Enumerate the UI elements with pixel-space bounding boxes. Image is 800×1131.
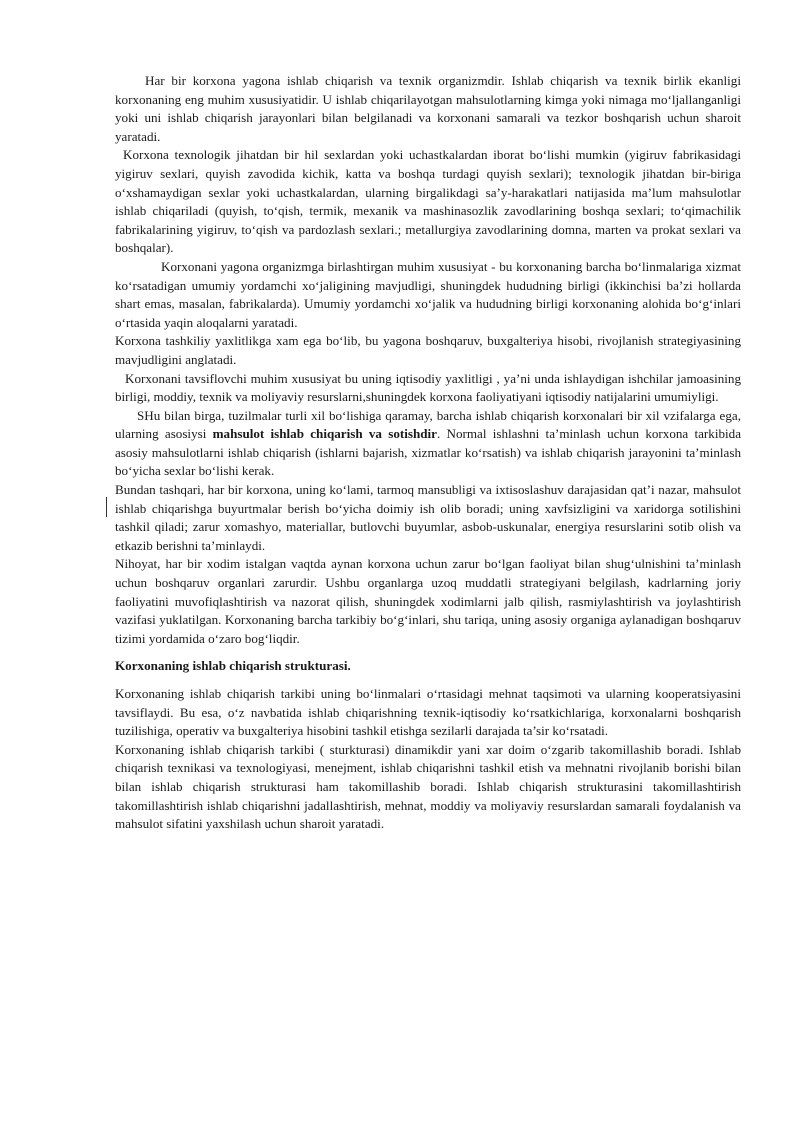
paragraph-orders-supply: Bundan tashqari, har bir korxona, uning ko‘lami, tarmoq mansubligi va ixtisoslashuv darajasidan qat’i nazar, mahsulot ishlab chiqarishga buyurtmalar berish bo‘yicha doimiy ish olib boradi; uning xavfsizligini va xaridorga sotilishini tashkil qiladi; zarur xomashyo, materiallar, butlovchi buyumlar, asbob-uskunalar, energiya resurslarini sotib olish va etkazib berishni ta’minlaydi. xyxy=(115,482,741,553)
paragraph-common-functions xyxy=(115,407,741,481)
paragraph-enterprise-sections: Korxona texnologik jihatdan bir hil sexlardan yoki uchastkalardan iborat bo‘lishi mumkin (yigiruv fabrikasidagi yigiruv sexlari, quyish zavodida kichik, katta va boshqa turdagi quyish sexlari); texnologik jihatdan bir-biriga o‘xshamaydigan sexlar yoki uchastkalardan, ularning birgalikdagi sa’y-harakatlari natijasida ma’lum mahsulotlar ishlab chiqariladi (quyish, to‘qish, termik, mexanik va mashinasozlik zavodlarining boshqa sexlari; to‘qimachilik fabrikalarining yigiruv, to‘qish va pardozlash sexlari.; metallurgiya zavodlarining domna, marten va prokat sexlari va boshqalar). xyxy=(115,147,741,256)
paragraph-enterprise-unity: Har bir korxona yagona ishlab chiqarish va texnik organizmdir. Ishlab chiqarish va texnik birlik ekanligi korxonaning eng muhim xususiyatidir. U ishlab chiqarilayotgan mahsulotlarning kimga yoki nimaga mo‘ljallanganligi yoki uni ishlab chiqarish jarayonlari bilan belgilanadi va korxonani samarali va tezkor boshqarish uchun sharoit yaratadi. xyxy=(115,73,741,144)
document-page xyxy=(115,72,741,834)
paragraph-text: . Normal ishlashni ta’minlash uchun korxona tarkibida asosiy mahsulotlarni ishlab chiqarish (ishlarni bajarish, xizmatlar ko‘rsatish) va ishlab chiqarish jarayonini ta’minlash bo‘yicha sexlar bo‘lishi kerak. xyxy=(115,426,742,479)
revision-change-bar xyxy=(106,497,107,517)
paragraph-organizational-integrity: Korxona tashkiliy yaxlitlikga xam ega bo‘lib, bu yagona boshqaruv, buxgalteriya hisobi, rivojlanish strategiyasining mavjudligini anglatadi. xyxy=(115,333,741,367)
paragraph-text: SHu bilan birga, tuzilmalar turli xil bo‘lishiga qaramay, barcha ishlab chiqarish korxonalari bir xil vzifalarga ega, ularning asosiysi xyxy=(115,407,741,442)
section-heading: Korxonaning ishlab chiqarish strukturasi. xyxy=(115,658,351,674)
paragraph-management-bodies: Nihoyat, har bir xodim istalgan vaqtda aynan korxona uchun zarur bo‘lgan faoliyat bilan shug‘ulnishini ta’minlash uchun boshqaruv organlari zarurdir. Ushbu organlarga uzoq muddatli strategiyani belgilash, kadrlarning joriy faoliyatini muvofiqlashtirish va nazorat qilish, shuningdek xodimlarni jalb qilish, rasmiylashtirish va joylashtirish vazifasi yuklatilgan. Korxonaning barcha tarkibiy bo‘g‘inlari, shu tariqa, uning asosiy organiga aylanadigan boshqaruv tizimi yordamida o‘zaro bog‘liqdir. xyxy=(115,556,741,646)
paragraph-economic-integrity: Korxonani tavsiflovchi muhim xususiyat bu uning iqtisodiy yaxlitligi , ya’ni unda ishlaydigan ishchilar jamoasining birligi, moddiy, texnik va moliyaviy resurslarni,shuningdek korxona faoliyatiyani iqtisodiy natijalarini umumiyligi. xyxy=(115,370,741,405)
paragraph-auxiliary-economy: Korxonani yagona organizmga birlashtirgan muhim xususiyat - bu korxonaning barcha bo‘linmalariga xizmat ko‘rsatadigan umumiy yordamchi xo‘jaligining mavjudligi, shuningdek hududning birligi (ikkinchisi ba’zi hollarda shart emas, masalan, fabrikalarda). Umumiy yordamchi xo‘jalik va hududning birligi korxonaning alohida bo‘g‘inlari o‘rtasida yaqin aloqalarni yaratadi. xyxy=(115,258,741,330)
emphasis-main-function: mahsulot ishlab chiqarish va sotishdir xyxy=(212,426,437,442)
paragraph-structure-dynamics: Korxonaning ishlab chiqarish tarkibi ( sturkturasi) dinamikdir yani xar doim o‘zgarib takomillashib boradi. Ishlab chiqarish texnikasi va texnologiyasi, menejment, ishlab chiqarishni tashkil etish va mehnatni rivojlanib borishi bilan bilan ishlab chiqarish strukturasi ham takomillashib boradi. Ishlab chiqarish strukturasini takomillashtirish takomillashtirish ishlab chiqarishni jadallashtirish, mehnat, moddiy va moliyaviy resurslardan samarali foydalanish va mahsulot sifatini yaxshilash uchun sharoit yaratadi. xyxy=(115,741,741,832)
paragraph-production-structure: Korxonaning ishlab chiqarish tarkibi uning bo‘linmalari o‘rtasidagi mehnat taqsimoti va ularning kooperatsiyasini tavsiflaydi. Bu esa, o‘z navbatida ishlab chiqarishning texnik-iqtisodiy ko‘rsatkichlariga, korxonalarni boshqarish tuzilishiga, operativ va buxgalteriya hisobini tashkil etishga sezilarli darajada ta’sir ko‘rsatadi. xyxy=(115,686,741,739)
